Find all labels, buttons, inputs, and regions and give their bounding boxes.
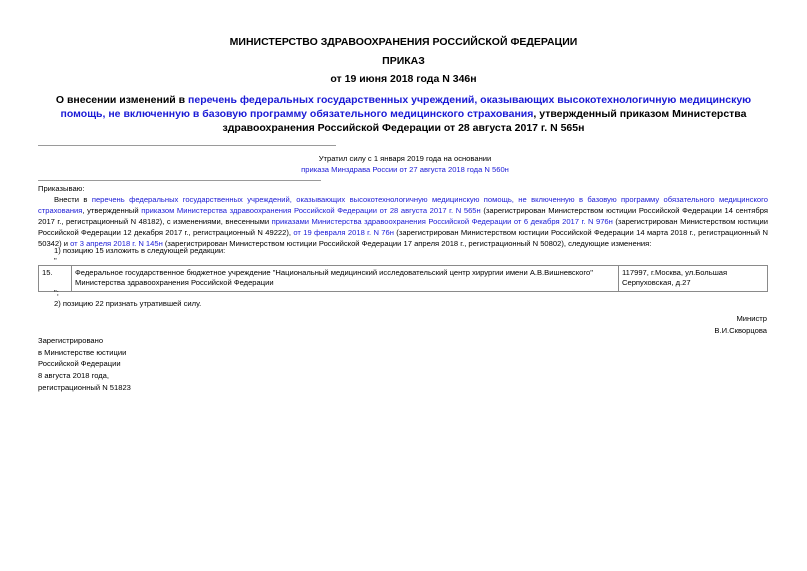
par-text: Внести в bbox=[54, 195, 92, 204]
lost-force-basis-link[interactable]: приказа Минздрава России от 27 августа 2018 года N 560н bbox=[301, 165, 509, 174]
registration-line: регистрационный N 51823 bbox=[38, 383, 131, 392]
document-type: ПРИКАЗ bbox=[382, 55, 425, 67]
signature-name: В.И.Скворцова bbox=[714, 326, 767, 335]
quote-close: "; bbox=[54, 288, 59, 297]
par-text: (зарегистрирован Министерством юстиции Российской Федерации 14 сентября 2017 г., регистрационный N 48182), с изменениями, внесенными bbox=[38, 206, 769, 226]
par-text: (зарегистрирован Министерством юстиции Российской Федерации 17 апреля 2018 г., регистрационный N 50802), следующие изменения: bbox=[162, 239, 652, 248]
par-text: (зарегистрирован Министерством юстиции Российской Федерации 14 марта 2018 г., регистрационный N 50342) и bbox=[38, 228, 769, 248]
document-date-number: от 19 июня 2018 года N 346н bbox=[330, 73, 477, 85]
title-text-post: , утвержденный приказом Министерства здравоохранения Российской Федерации от 28 августа 2017 г. N 565н bbox=[222, 108, 747, 134]
par-link-order-76n[interactable]: от 19 февраля 2018 г. N 76н bbox=[293, 228, 394, 237]
registration-line: 8 августа 2018 года, bbox=[38, 371, 110, 380]
item-2: 2) позицию 22 признать утратившей силу. bbox=[54, 299, 202, 308]
ministry-heading: МИНИСТЕРСТВО ЗДРАВООХРАНЕНИЯ РОССИЙСКОЙ ФЕДЕРАЦИИ bbox=[229, 36, 578, 48]
divider-bottom bbox=[38, 180, 321, 181]
table-cell-number: 15. bbox=[39, 266, 72, 292]
position-table bbox=[38, 265, 768, 292]
par-link-order-565n[interactable]: приказом Министерства здравоохранения Российской Федерации от 28 августа 2017 г. N 565н bbox=[141, 206, 481, 215]
par-text: (зарегистрирован Министерством юстиции Российской Федерации 12 декабря 2017 г., регистрационный N 49222), bbox=[38, 217, 768, 237]
divider-top bbox=[38, 145, 336, 146]
table-cell-institution: Федеральное государственное бюджетное учреждение "Национальный медицинский исследовательский центр хирургии имени А.В.Вишневского" Министерства здравоохранения Российской Федерации bbox=[72, 266, 619, 292]
document-title bbox=[40, 93, 767, 135]
lost-force-note: Утратил силу с 1 января 2019 года на основании bbox=[318, 154, 492, 163]
registration-line: Зарегистрировано bbox=[38, 336, 104, 345]
par-link-order-145n[interactable]: от 3 апреля 2018 г. N 145н bbox=[70, 239, 163, 248]
par-link-list[interactable]: перечень федеральных государственных учреждений, оказывающих высокотехнологичную медицинскую помощь, не включенную в базовую программу обязательного медицинского страхования bbox=[38, 195, 768, 215]
main-paragraph bbox=[38, 194, 768, 249]
par-text: , утвержденный bbox=[82, 206, 142, 215]
order-intro: Приказываю: bbox=[38, 184, 85, 193]
title-text-pre: О внесении изменений в bbox=[55, 94, 189, 106]
table-row bbox=[39, 266, 768, 292]
title-link-list[interactable]: перечень федеральных государственных учреждений, оказывающих высокотехнологичную медицинскую помощь, не включенную в базовую программу обязательного медицинского страхования bbox=[60, 94, 752, 120]
quote-open: " bbox=[54, 256, 57, 265]
par-link-order-976n[interactable]: приказами Министерства здравоохранения Российской Федерации от 6 декабря 2017 г. N 976н bbox=[271, 217, 613, 226]
signature-position: Министр bbox=[736, 314, 767, 323]
table-cell-address: 117997, г.Москва, ул.Большая Серпуховская, д.27 bbox=[619, 266, 768, 292]
registration-line: Российской Федерации bbox=[38, 359, 121, 368]
item-1: 1) позицию 15 изложить в следующей редакции: bbox=[54, 246, 226, 255]
registration-line: в Министерстве юстиции bbox=[38, 348, 127, 357]
